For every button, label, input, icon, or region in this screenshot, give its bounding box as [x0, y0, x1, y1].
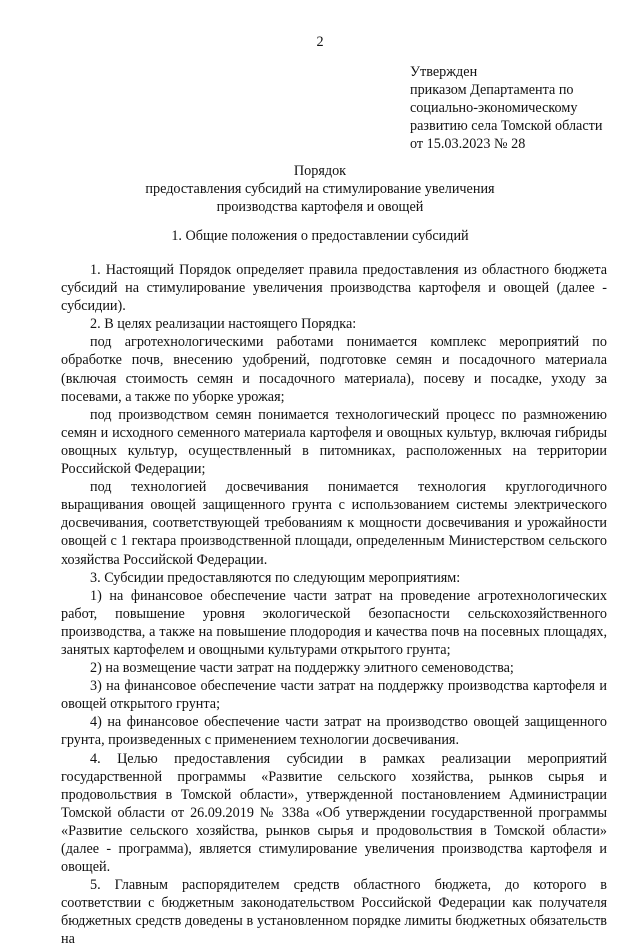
- document-body: [61, 261, 607, 949]
- paragraph: 1) на финансовое обеспечение части затрат на проведение агротехнологических работ, повышение уровня экологической безопасности сельскохозяйственного производства, а также на повышение плодородия и качества почв на посевных площадях, занятых картофелем и овощными культурами открытого грунта;: [61, 587, 607, 658]
- paragraph: под технологией досвечивания понимается технология круглогодичного выращивания овощей защищенного грунта с использованием системы электрического досвечивания, соответствующей требованиям к мощности досвечивания и урожайности овощей с 1 гектара производственной площади, определенным Министерством сельского хозяйства Российской Федерации.: [61, 479, 607, 568]
- paragraph: 2) на возмещение части затрат на поддержку элитного семеноводства;: [90, 660, 514, 677]
- paragraph: 4. Целью предоставления субсидии в рамках реализации мероприятий государственной программы «Развитие сельского хозяйства, рынков сырья и продовольствия в Томской области», утвержденной постановлением Администрации Томской области от 26.09.2019 № 338а «Об утверждении государственной программы «Развитие сельского хозяйства, рынков сырья и продовольствия в Томской области» (далее - программа), является стимулирование увеличения производства картофеля и овощей.: [61, 750, 607, 876]
- paragraph: 3) на финансовое обеспечение части затрат на поддержку производства картофеля и овощей открытого грунта;: [61, 678, 607, 713]
- section-heading: 1. Общие положения о предоставлении субсидий: [171, 228, 469, 244]
- approval-line: развитию села Томской области: [410, 118, 603, 135]
- paragraph: 2. В целях реализации настоящего Порядка:: [90, 316, 357, 333]
- title-line: производства картофеля и овощей: [216, 199, 424, 216]
- approval-line: приказом Департамента по: [410, 82, 574, 99]
- paragraph: под производством семян понимается технологический процесс по размножению семян и исходного семенного материала картофеля и овощных культур, включая гибриды овощных культур, осуществленный в питомниках, расположенных на территории Российской Федерации;: [61, 406, 607, 478]
- paragraph: 3. Субсидии предоставляются по следующим мероприятиям:: [90, 569, 461, 586]
- paragraph: 5. Главным распорядителем средств областного бюджета, до которого в соответствии с бюджетным законодательством Российской Федерации как получателя бюджетных средств доведены в установленном порядке лимиты бюджетных обязательств на: [61, 877, 607, 948]
- paragraph: под агротехнологическими работами понимается комплекс мероприятий по обработке почв, внесению удобрений, подготовке семян и посадочного материала (включая стоимость семян и посадочного материала), посеву и посадке, уходу за посевами, а также по уборке урожая;: [61, 334, 607, 405]
- title-line: Порядок: [293, 163, 347, 179]
- document-title: [60, 162, 580, 216]
- paragraph: 4) на финансовое обеспечение части затрат на производство овощей защищенного грунта, произведенных с применением технологии досвечивания.: [61, 714, 607, 749]
- approval-block: [410, 63, 635, 153]
- paragraph: 1. Настоящий Порядок определяет правила предоставления из областного бюджета субсидий на стимулирование увеличения производства картофеля и овощей (далее - субсидии).: [61, 262, 607, 315]
- approval-line: Утвержден: [410, 64, 478, 80]
- page-number: 2: [316, 34, 324, 50]
- approval-line: от 15.03.2023 № 28: [410, 136, 526, 153]
- approval-line: социально-экономическому: [410, 100, 578, 117]
- title-line: предоставления субсидий на стимулирование увеличения: [145, 181, 495, 198]
